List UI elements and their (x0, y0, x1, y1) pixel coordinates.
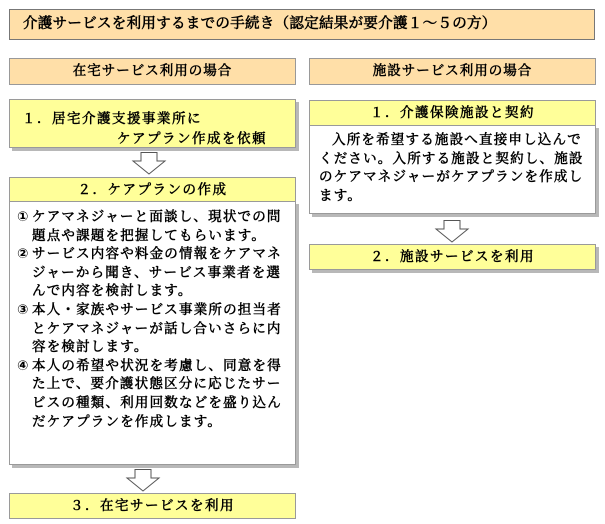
down-arrow-icon (131, 152, 167, 175)
down-arrow-icon (434, 220, 470, 243)
facility-step1-body: 入所を希望する施設へ直接申し込んでください。入所する施設と契約し、施設のケアマネジャーがケアプランを作成します。 (309, 125, 596, 214)
home-service-header: 在宅サービス利用の場合 (9, 58, 296, 85)
step-number: ① (17, 209, 30, 225)
step-text: ケアマネジャーと面談し、現状での問題点や課題を把握してもらいます。 (32, 209, 282, 244)
step-number: ② (17, 246, 30, 263)
facility-service-header: 施設サービス利用の場合 (309, 58, 596, 85)
down-arrow-icon (125, 469, 161, 492)
care-plan-step-1 (17, 208, 287, 245)
facility-step1-title: １．介護保険施設と契約 (309, 100, 596, 126)
home-step1-line1: １．居宅介護支援事業所に (22, 111, 202, 127)
step-text: 本人の希望や状況を考慮し、同意を得た上で、要介護状態区分に応じたサービスの種類、利用回数などを盛り込んだケアプランを作成します。 (32, 357, 282, 430)
step-number: ④ (17, 357, 30, 374)
care-plan-step-3 (17, 301, 287, 357)
facility-step2-box: ２．施設サービスを利用 (309, 244, 596, 270)
home-step1-line2: ケアプラン作成を依頼 (117, 131, 267, 147)
home-step3-box: ３．在宅サービスを利用 (9, 493, 296, 519)
home-step1-box (9, 99, 296, 148)
step-text: サービス内容や料金の情報をケアマネジャーから聞き、サービス事業者を選んで内容を検討します。 (32, 246, 282, 300)
step-number: ③ (17, 301, 30, 318)
care-plan-step-4 (17, 357, 287, 431)
page-title: 介護サービスを利用するまでの手続き（認定結果が要介護１～５の方） (9, 9, 595, 40)
care-plan-steps (9, 201, 296, 465)
care-plan-step-2 (17, 245, 287, 301)
step-text: 本人・家族やサービス事業所の担当者とケアマネジャーが話し合いさらに内容を検討します。 (32, 301, 282, 356)
home-step2-title: ２．ケアプランの作成 (9, 177, 296, 202)
